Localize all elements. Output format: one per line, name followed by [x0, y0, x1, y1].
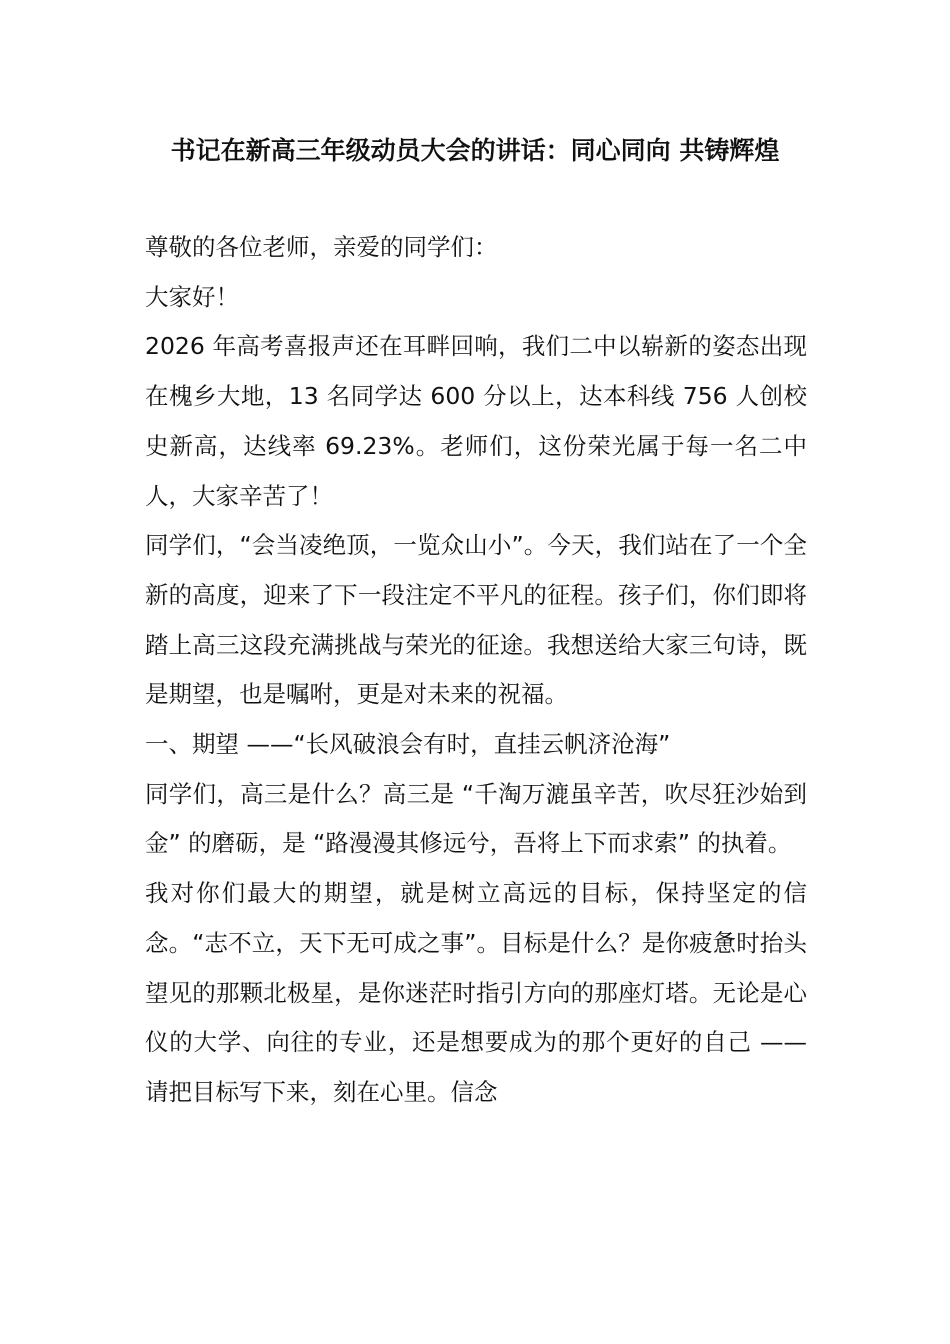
document-title: 书记在新高三年级动员大会的讲话：同心同向 共铸辉煌: [170, 136, 780, 165]
paragraph-salutation: 尊敬的各位老师，亲爱的同学们：: [145, 233, 498, 261]
paragraph-senior-year: 同学们，高三是什么？高三是 “千淘万漉虽辛苦，吹尽狂沙始到金” 的磨砺，是 “路漫漫其修远兮，吾将上下而求索” 的执着。: [145, 779, 807, 858]
paragraph-results: 2026 年高考喜报声还在耳畔回响，我们二中以崭新的姿态出现在槐乡大地，13 名同学达 600 分以上，达本科线 756 人创校史新高，达线率 69.23%。老师们，这份荣光属于每一名二中人，大家辛苦了！: [145, 332, 807, 510]
section-heading-1: 一、期望 ——“长风破浪会有时，直挂云帆济沧海”: [145, 730, 671, 759]
paragraph-greeting: 大家好！: [145, 282, 239, 311]
paragraph-goals: 我对你们最大的期望，就是树立高远的目标，保持坚定的信念。“志不立，天下无可成之事”。目标是什么？是你疲惫时抬头望见的那颗北极星，是你迷茫时指引方向的那座灯塔。无论是心仪的大学、向往的专业，还是想要成为的那个更好的自己 —— 请把目标写下来，刻在心里。信念: [145, 879, 807, 1106]
document-body: [145, 223, 807, 1118]
paragraph-intro: 同学们，“会当凌绝顶，一览众山小”。今天，我们站在了一个全新的高度，迎来了下一段注定不平凡的征程。孩子们，你们即将踏上高三这段充满挑战与荣光的征途。我想送给大家三句诗，既是期望，也是嘱咐，更是对未来的祝福。: [145, 531, 807, 709]
